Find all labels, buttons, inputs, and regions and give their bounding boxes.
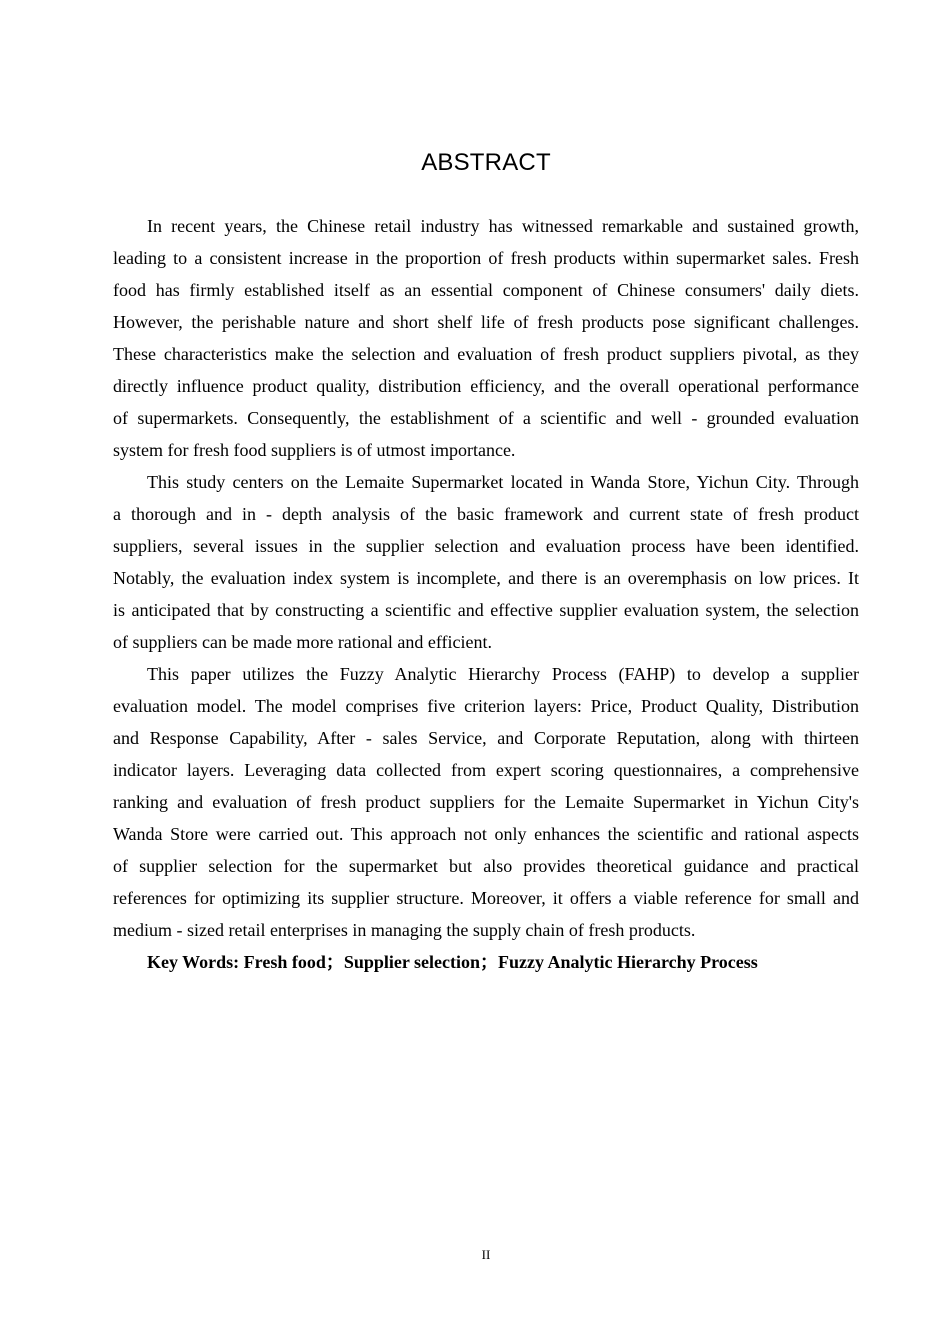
paragraph-1 [113, 210, 859, 466]
text-line: leading to a consistent increase in the proportion of fresh products within supermarket sales. Fresh [113, 248, 859, 268]
text-line: is anticipated that by constructing a scientific and effective supplier evaluation system, the selection [113, 600, 859, 620]
text-line: of suppliers can be made more rational and efficient. [113, 632, 493, 652]
text-line: This study centers on the Lemaite Supermarket located in Wanda Store, Yichun City. Through [147, 472, 859, 492]
text-line: of supermarkets. Consequently, the establishment of a scientific and well - grounded evaluation [113, 408, 859, 428]
keywords: Key Words: Fresh food；Supplier selection；Fuzzy Analytic Hierarchy Process [147, 952, 758, 972]
text-line: In recent years, the Chinese retail industry has witnessed remarkable and sustained growth, [147, 216, 859, 236]
text-line: This paper utilizes the Fuzzy Analytic Hierarchy Process (FAHP) to develop a supplier [147, 664, 859, 684]
paragraph-2 [113, 466, 859, 658]
text-line: Notably, the evaluation index system is incomplete, and there is an overemphasis on low prices. It [113, 568, 859, 588]
text-line: directly influence product quality, distribution efficiency, and the overall operational performance [113, 376, 859, 396]
text-line: medium - sized retail enterprises in managing the supply chain of fresh products. [113, 920, 696, 940]
abstract-body [113, 210, 859, 978]
text-line: system for fresh food suppliers is of utmost importance. [113, 440, 516, 460]
text-line: indicator layers. Leveraging data collected from expert scoring questionnaires, a comprehensive [113, 760, 859, 780]
text-line: food has firmly established itself as an essential component of Chinese consumers' daily diets. [113, 280, 859, 300]
text-line: and Response Capability, After - sales Service, and Corporate Reputation, along with thirteen [113, 728, 859, 748]
paragraph-3 [113, 658, 859, 946]
text-line: suppliers, several issues in the supplier selection and evaluation process have been identified. [113, 536, 859, 556]
text-line: These characteristics make the selection and evaluation of fresh product suppliers pivotal, as they [113, 344, 859, 364]
abstract-title: ABSTRACT [421, 149, 551, 176]
text-line: of supplier selection for the supermarket but also provides theoretical guidance and practical [113, 856, 859, 876]
text-line: a thorough and in - depth analysis of the basic framework and current state of fresh product [113, 504, 859, 524]
text-line: However, the perishable nature and short shelf life of fresh products pose significant challenges. [113, 312, 859, 332]
text-line: ranking and evaluation of fresh product suppliers for the Lemaite Supermarket in Yichun City's [113, 792, 859, 812]
text-line: Wanda Store were carried out. This approach not only enhances the scientific and rational aspects [113, 824, 859, 844]
text-line: references for optimizing its supplier structure. Moreover, it offers a viable reference for small and [113, 888, 859, 908]
text-line: evaluation model. The model comprises five criterion layers: Price, Product Quality, Distribution [113, 696, 859, 716]
page-number: II [481, 1247, 491, 1262]
